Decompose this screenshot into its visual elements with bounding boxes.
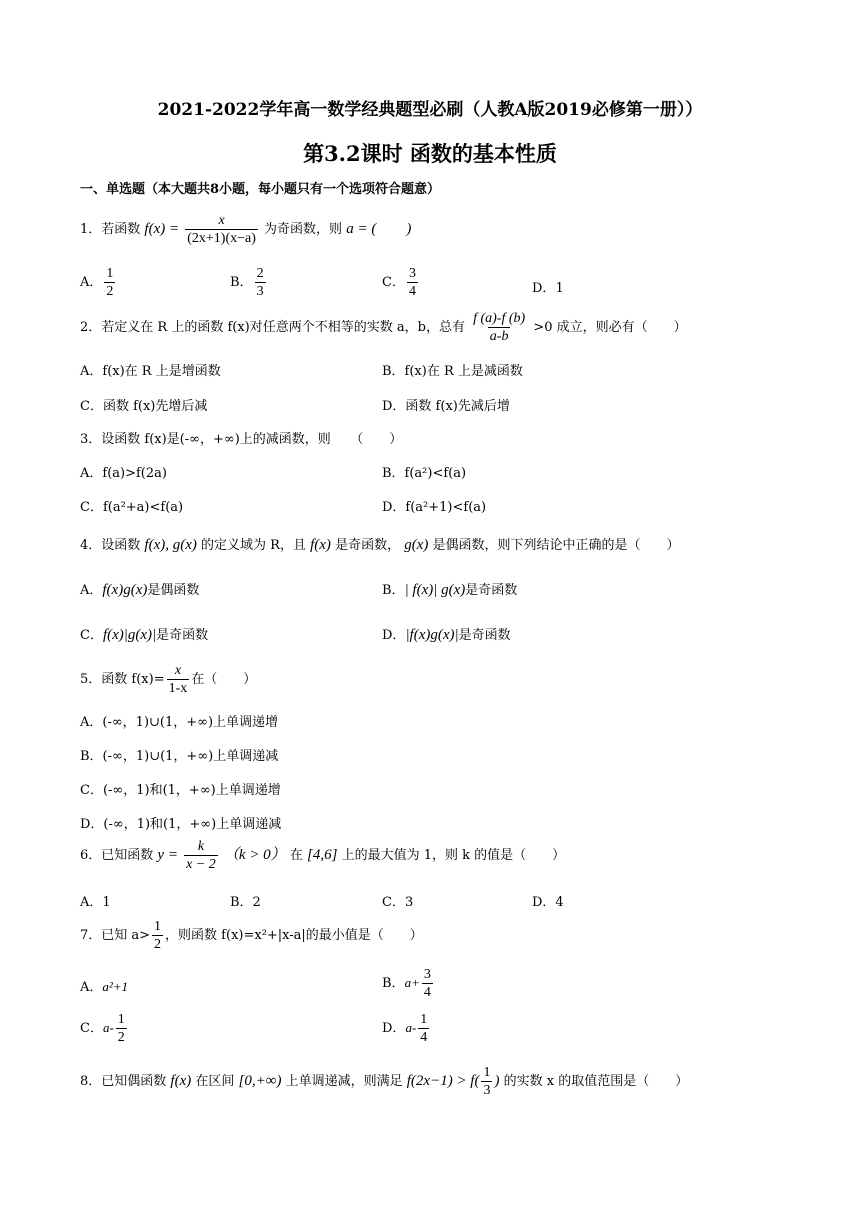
q6-option-c: C．3 [382,895,414,910]
question-8-stem: 8．已知偶函数 f(x) 在区间 [0,+∞) 上单调递减，则满足 f(2x−1) > f( $\frac{1}{3}$ ) 的实数 x 的取值范围是（ ） [80,1065,689,1098]
question-6-stem: 6．已知函数 y = $\frac{k}{x - 2}$ （k > 0） 在 [4,6] 上的最大值为 1，则 k 的值是（ ） [80,839,566,872]
q3-option-c: C．f(a²+a)<f(a) [80,500,184,515]
q6-option-a: A．1 [80,895,111,910]
q8-fraction: $\frac{1}{3}$ [483,1065,491,1098]
q5-fraction: $\frac{x}{1-x}$ [168,663,188,696]
q1-option-d: D．1 [532,281,564,296]
q5-option-d: D．(-∞，1)和(1，+∞)上单调递减 [80,817,282,832]
question-7-stem: 7．已知 a> $\frac{1}{2}$ ，则函数 f(x)=x²+|x-a|的最小值是（ ） [80,919,423,952]
q7-fraction: $\frac{1}{2}$ [154,919,162,952]
question-3-stem: 3．设函数 f(x)是(-∞，+∞)上的减函数，则 （ ） [80,432,403,447]
q1-fraction: $\frac{x}{(2x+1)(x-a)}$ [187,213,256,246]
question-1-stem: 1．若函数 f(x) = $\frac{x}{(2x+1)(x-a)}$ 为奇函数，则 a = ( ) [80,213,412,246]
q8-paren-open: ( [474,1073,480,1089]
q6-option-d: D．4 [532,895,564,910]
q6-fraction: $\frac{k}{x - 2}$ [186,839,216,872]
q5-option-a: A．(-∞，1)∪(1，+∞)上单调递增 [80,715,279,730]
q6-option-b: B．2 [230,895,261,910]
q2-fraction: $\frac{f (a)-f (b)}{a-b}$ [473,311,526,344]
q1-option-c: C． $\frac{3}{4}$ [382,266,416,299]
lesson-title: 第3.2课时 函数的基本性质 [303,141,557,166]
q5-option-b: B．(-∞，1)∪(1，+∞)上单调递减 [80,749,279,764]
q3-option-a: A．f(a)>f(2a) [80,466,167,481]
q4-option-a: A．f(x)g(x)是偶函数 [80,582,200,598]
q7-option-b: B．a+ $\frac{3}{4}$ [382,967,431,1000]
q7-option-c: C．a- $\frac{1}{2}$ [80,1012,125,1045]
q7-option-d: D．a- $\frac{1}{4}$ [382,1012,428,1045]
q5-option-c: C．(-∞，1)和(1，+∞)上单调递增 [80,783,281,798]
question-4-stem: 4．设函数 f(x), g(x) 的定义域为 R，且 f(x) 是奇函数， g(x) 是偶函数，则下列结论中正确的是（ ） [80,537,680,553]
q4-option-c: C．f(x)|g(x)|是奇函数 [80,627,209,643]
q7-option-a: A．a²+1 [80,979,129,995]
q2-option-a: A．f(x)在 R 上是增函数 [80,364,221,379]
section-heading: 一、单选题（本大题共8小题，每小题只有一个选项符合题意） [80,182,441,197]
q1-option-a: A． $\frac{1}{2}$ [80,266,114,299]
q2-option-c: C．函数 f(x)先增后减 [80,399,208,414]
q2-option-b: B．f(x)在 R 上是减函数 [382,364,523,379]
q3-option-b: B．f(a²)<f(a) [382,466,467,481]
q4-option-d: D．|f(x)g(x)|是奇函数 [382,627,511,643]
q2-option-d: D．函数 f(x)先减后增 [382,399,510,414]
q8-paren-close: ) [494,1073,500,1089]
q3-option-d: D．f(a²+1)<f(a) [382,500,487,515]
question-2-stem: 2．若定义在 R 上的函数 f(x)对任意两个不相等的实数 a，b，总有 $\frac{f (a)-f (b)}{a-b}$ >0 成立，则必有（ ） [80,311,687,344]
document-title: 2021-2022学年高一数学经典题型必刷（人教A版2019必修第一册）） [157,100,703,120]
q1-option-b: B． $\frac{2}{3}$ [230,266,264,299]
question-5-stem: 5．函数 f(x)= $\frac{x}{1-x}$ 在（ ） [80,663,257,696]
q4-option-b: B．| f(x)| g(x)是奇函数 [382,582,518,598]
